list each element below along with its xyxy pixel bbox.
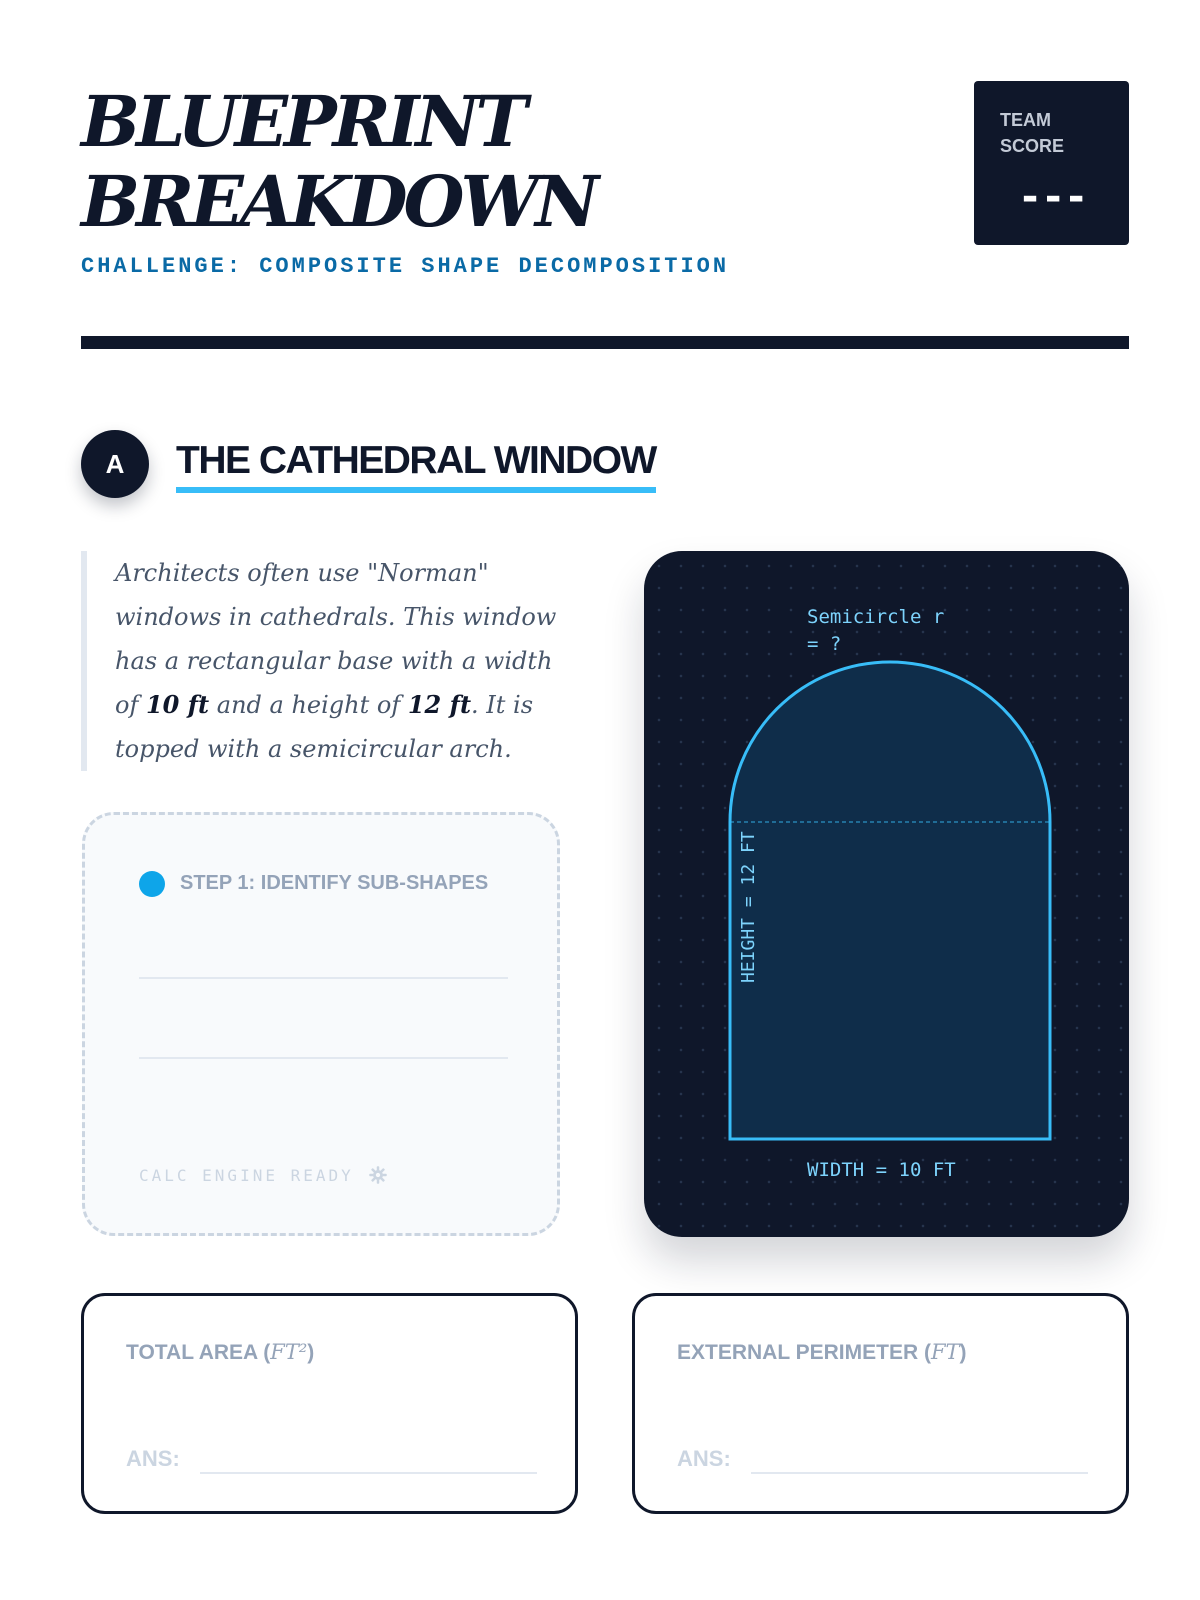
title-line-1: BLUEPRINT (81, 80, 524, 163)
section-title: THE CATHEDRAL WINDOW (176, 437, 656, 493)
team-score-label: TEAM SCORE (1000, 110, 1065, 156)
section-badge: A (81, 430, 149, 498)
title-line-2: BREAKDOWN (81, 160, 596, 243)
total-area-ans-label: ANS: (126, 1446, 180, 1471)
semicircle-label-line1: Semicircle r (807, 606, 945, 628)
width-label: WIDTH = 10 FT (807, 1159, 956, 1181)
description-text-3: . It is topped with a semicircular arch. (115, 691, 534, 763)
height-label: HEIGHT = 12 FT (738, 831, 759, 983)
gear-icon (368, 1165, 388, 1185)
external-perimeter-box[interactable] (632, 1293, 1129, 1514)
step-indicator-dot (139, 871, 165, 897)
work-line-2[interactable] (139, 1057, 508, 1059)
total-area-answer-line[interactable] (200, 1472, 537, 1474)
page-header (81, 82, 729, 279)
description-text-1: Architects often use "Norman" windows in cathedrals. This window has a rectangular base with a width of (115, 559, 557, 719)
engine-status-text: CALC ENGINE READY (139, 1165, 354, 1185)
problem-description (81, 551, 575, 771)
header-divider (81, 336, 1129, 349)
window-diagram-svg (644, 551, 1129, 1237)
window-outline (730, 662, 1050, 1139)
engine-status (139, 1165, 388, 1185)
total-area-title: TOTAL AREA (FT²) (126, 1340, 315, 1364)
width-value: 10 ft (145, 690, 210, 719)
description-text-2: and a height of (209, 691, 408, 719)
step-label: STEP 1: IDENTIFY SUB-SHAPES (180, 872, 489, 894)
challenge-subtitle: CHALLENGE: COMPOSITE SHAPE DECOMPOSITION (81, 254, 730, 279)
team-score-card (974, 81, 1129, 245)
page-title (81, 82, 729, 242)
total-area-box[interactable] (81, 1293, 578, 1514)
external-perimeter-ans-label: ANS: (677, 1446, 731, 1471)
work-area[interactable] (82, 812, 560, 1236)
external-perimeter-answer-line[interactable] (751, 1472, 1088, 1474)
team-score-value: --- (1018, 174, 1088, 220)
window-diagram (644, 551, 1129, 1237)
work-line-1[interactable] (139, 977, 508, 979)
height-value: 12 ft (407, 690, 472, 719)
external-perimeter-title: EXTERNAL PERIMETER (FT) (677, 1340, 967, 1364)
semicircle-label-line2: = ? (807, 633, 842, 655)
